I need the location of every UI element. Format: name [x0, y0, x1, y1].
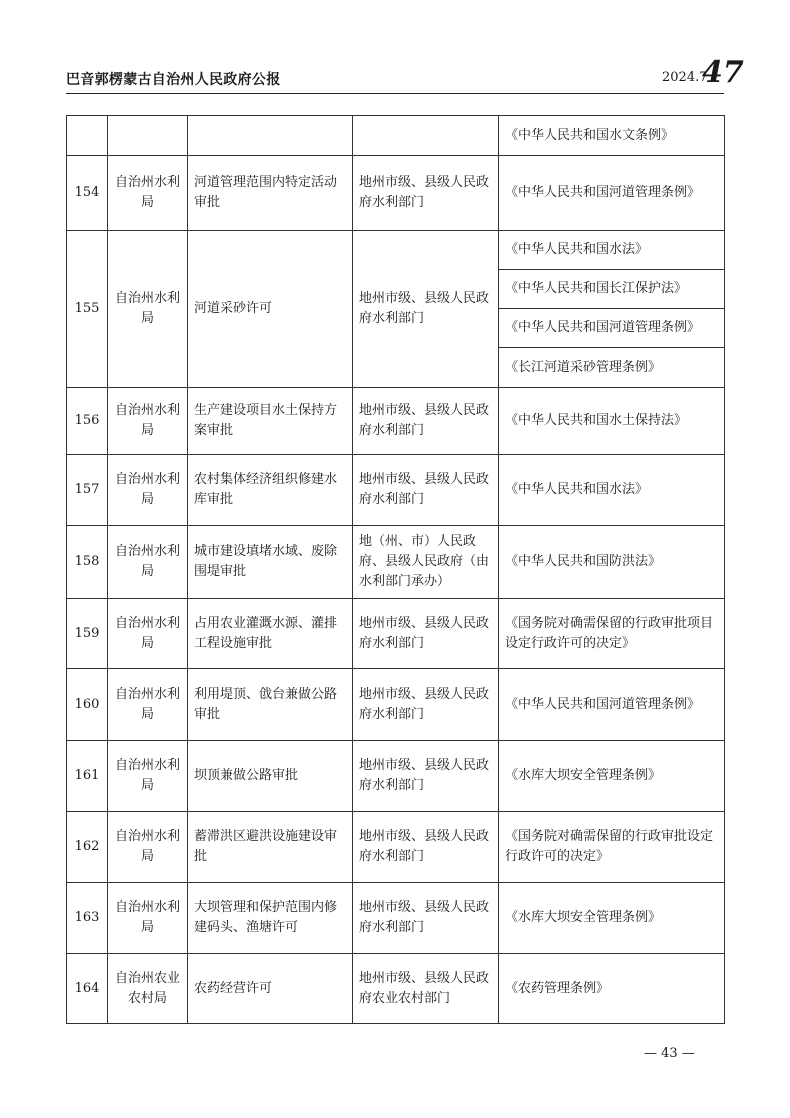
legal-basis-cell: 《长江河道采砂管理条例》: [499, 348, 725, 388]
item-number-cell: 161: [67, 741, 108, 812]
implementing-body-cell: 地州市级、县级人民政府水利部门: [353, 669, 499, 741]
department-cell: [108, 116, 188, 156]
legal-basis-cell: 《国务院对确需保留的行政审批设定行政许可的决定》: [499, 812, 725, 883]
department-cell: 自治州水利局: [108, 231, 188, 388]
table-row: [67, 599, 725, 669]
legal-basis-cell: 《农药管理条例》: [499, 954, 725, 1024]
item-number-cell: 156: [67, 388, 108, 455]
department-cell: 自治州水利局: [108, 669, 188, 741]
approval-item-cell: 生产建设项目水土保持方案审批: [188, 388, 353, 455]
issue-date: 2024.7: [662, 70, 708, 85]
legal-basis-cell: 《中华人民共和国河道管理条例》: [499, 309, 725, 348]
implementing-body-cell: 地州市级、县级人民政府水利部门: [353, 812, 499, 883]
legal-basis-cell: 《中华人民共和国防洪法》: [499, 526, 725, 599]
approval-item-cell: [188, 116, 353, 156]
table-row: [67, 526, 725, 599]
implementing-body-cell: 地州市级、县级人民政府水利部门: [353, 883, 499, 954]
item-number-cell: 163: [67, 883, 108, 954]
implementing-body-cell: 地州市级、县级人民政府水利部门: [353, 388, 499, 455]
department-cell: 自治州水利局: [108, 156, 188, 231]
department-cell: 自治州水利局: [108, 526, 188, 599]
approval-items-table: [66, 115, 725, 1024]
table-row: [67, 883, 725, 954]
page-footer: — 43 —: [644, 1046, 695, 1061]
legal-basis-cell: 《中华人民共和国长江保护法》: [499, 270, 725, 309]
item-number-cell: 158: [67, 526, 108, 599]
table-row: [67, 231, 725, 270]
legal-basis-cell: 《水库大坝安全管理条例》: [499, 883, 725, 954]
department-cell: 自治州水利局: [108, 455, 188, 526]
legal-basis-cell: 《中华人民共和国水法》: [499, 231, 725, 270]
header-rule: [66, 93, 724, 94]
approval-item-cell: 河道管理范围内特定活动审批: [188, 156, 353, 231]
implementing-body-cell: 地州市级、县级人民政府水利部门: [353, 231, 499, 388]
implementing-body-cell: 地（州、市）人民政府、县级人民政府（由水利部门承办）: [353, 526, 499, 599]
table-row: [67, 741, 725, 812]
table-row: [67, 455, 725, 526]
legal-basis-cell: 《中华人民共和国水文条例》: [499, 116, 725, 156]
item-number-cell: 164: [67, 954, 108, 1024]
item-number-cell: 160: [67, 669, 108, 741]
department-cell: 自治州水利局: [108, 741, 188, 812]
legal-basis-cell: 《水库大坝安全管理条例》: [499, 741, 725, 812]
approval-item-cell: 坝顶兼做公路审批: [188, 741, 353, 812]
item-number-cell: [67, 116, 108, 156]
table-row: [67, 388, 725, 455]
implementing-body-cell: 地州市级、县级人民政府水利部门: [353, 455, 499, 526]
legal-basis-cell: 《中华人民共和国水土保持法》: [499, 388, 725, 455]
approval-item-cell: 城市建设填堵水域、废除围堤审批: [188, 526, 353, 599]
item-number-cell: 162: [67, 812, 108, 883]
department-cell: 自治州水利局: [108, 883, 188, 954]
approval-item-cell: 利用堤顶、戗台兼做公路审批: [188, 669, 353, 741]
table-row: [67, 669, 725, 741]
legal-basis-cell: 《中华人民共和国河道管理条例》: [499, 156, 725, 231]
item-number-cell: 159: [67, 599, 108, 669]
approval-item-cell: 河道采砂许可: [188, 231, 353, 388]
implementing-body-cell: 地州市级、县级人民政府水利部门: [353, 599, 499, 669]
approval-item-cell: 农药经营许可: [188, 954, 353, 1024]
department-cell: 自治州水利局: [108, 388, 188, 455]
issue-page-number: 47: [702, 55, 744, 90]
department-cell: 自治州农业农村局: [108, 954, 188, 1024]
implementing-body-cell: 地州市级、县级人民政府农业农村部门: [353, 954, 499, 1024]
item-number-cell: 155: [67, 231, 108, 388]
table-row: [67, 812, 725, 883]
bulletin-title: 巴音郭楞蒙古自治州人民政府公报: [66, 72, 281, 88]
implementing-body-cell: 地州市级、县级人民政府水利部门: [353, 741, 499, 812]
item-number-cell: 154: [67, 156, 108, 231]
legal-basis-cell: 《中华人民共和国河道管理条例》: [499, 669, 725, 741]
legal-basis-cell: 《国务院对确需保留的行政审批项目设定行政许可的决定》: [499, 599, 725, 669]
approval-item-cell: 蓄滞洪区避洪设施建设审批: [188, 812, 353, 883]
legal-basis-cell: 《中华人民共和国水法》: [499, 455, 725, 526]
implementing-body-cell: 地州市级、县级人民政府水利部门: [353, 156, 499, 231]
approval-item-cell: 大坝管理和保护范围内修建码头、渔塘许可: [188, 883, 353, 954]
item-number-cell: 157: [67, 455, 108, 526]
table-row: [67, 156, 725, 231]
approval-item-cell: 农村集体经济组织修建水库审批: [188, 455, 353, 526]
approval-item-cell: 占用农业灌溉水源、灌排工程设施审批: [188, 599, 353, 669]
implementing-body-cell: [353, 116, 499, 156]
department-cell: 自治州水利局: [108, 812, 188, 883]
department-cell: 自治州水利局: [108, 599, 188, 669]
table-row: [67, 954, 725, 1024]
table-row: [67, 116, 725, 156]
